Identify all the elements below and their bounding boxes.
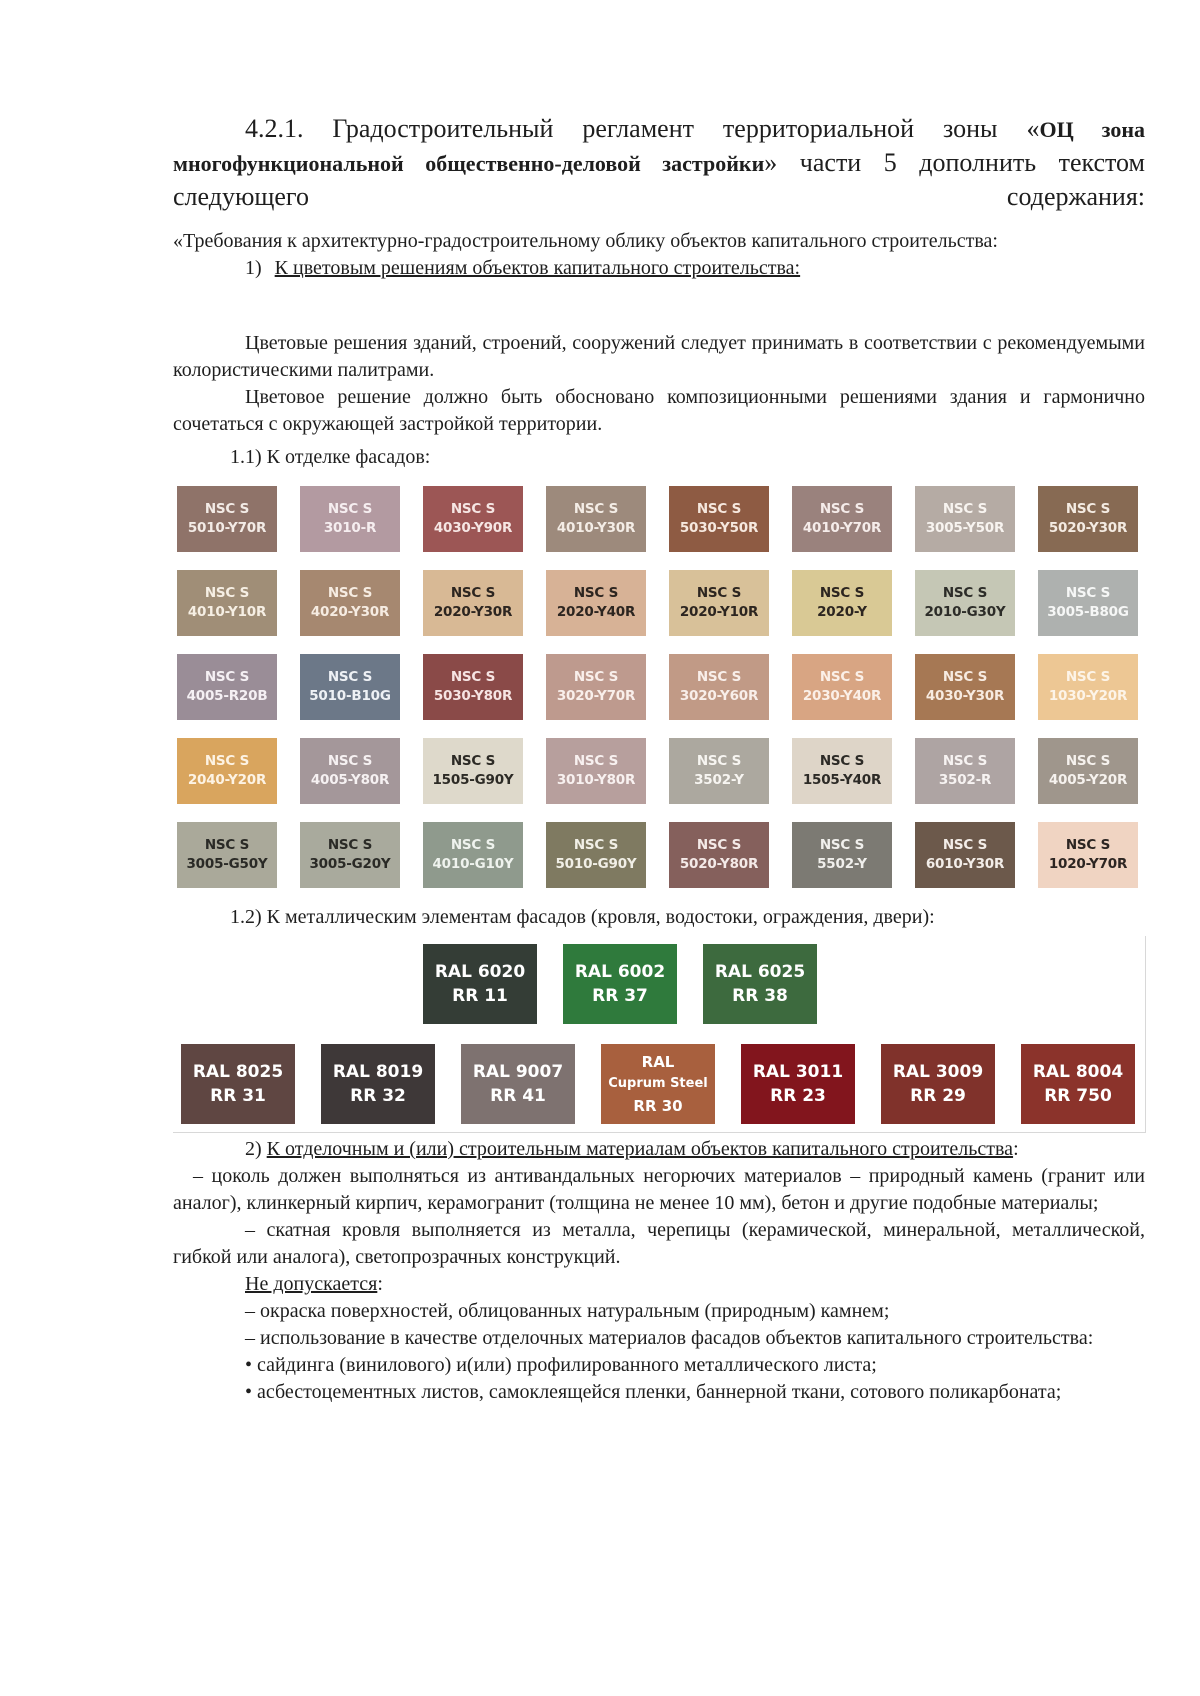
swatch-code-label: 2020-Y30R xyxy=(433,604,513,620)
requirements-block xyxy=(173,228,1145,282)
ral-tile-label: RAL xyxy=(641,1053,675,1071)
swatch-code-label: 4010-G10Y xyxy=(432,856,514,872)
nsc-swatch xyxy=(177,738,277,804)
ral-tile xyxy=(423,944,537,1024)
swatch-code-label: 3005-G20Y xyxy=(309,856,391,872)
swatch-code-label: 2020-Y xyxy=(817,604,867,620)
color-paragraphs xyxy=(173,330,1145,471)
item-1-2-heading: 1.2) К металлическим элементам фасадов (кровля, водостоки, ограждения, двери): xyxy=(230,906,935,928)
item-2-heading: 2) К отделочным и (или) строительным материалам объектов капитального строительства: xyxy=(245,1138,1019,1160)
nsc-swatch xyxy=(423,654,523,720)
swatch-code-label: 4005-Y20R xyxy=(1048,772,1128,788)
swatch-code-label: 3005-B80G xyxy=(1047,604,1129,620)
swatch-code-label: 4010-Y10R xyxy=(187,604,267,620)
swatch-system-label: NSC S xyxy=(696,585,742,601)
swatch-system-label: NSC S xyxy=(1065,669,1111,685)
nsc-swatch xyxy=(1038,570,1138,636)
swatch-code-label: 4005-R20B xyxy=(186,688,268,704)
swatch-code-label: 2040-Y20R xyxy=(187,772,267,788)
swatch-code-label: 2020-Y40R xyxy=(556,604,636,620)
nsc-swatch xyxy=(423,570,523,636)
swatch-system-label: NSC S xyxy=(696,837,742,853)
nsc-swatch xyxy=(792,738,892,804)
forbidden-item-painting: – окраска поверхностей, облицованных натуральным (природным) камнем; xyxy=(245,1300,890,1322)
swatch-system-label: NSC S xyxy=(327,837,373,853)
ral-tile-label: RR 30 xyxy=(633,1097,683,1115)
swatch-code-label: 3005-Y50R xyxy=(925,520,1005,536)
item-1-heading: 1) К цветовым решениям объектов капитального строительства: xyxy=(245,257,801,279)
swatch-code-label: 3502-R xyxy=(938,772,992,788)
swatch-system-label: NSC S xyxy=(204,669,250,685)
swatch-system-label: NSC S xyxy=(450,501,496,517)
swatch-system-label: NSC S xyxy=(327,585,373,601)
swatch-code-label: 3502-Y xyxy=(694,772,744,788)
swatch-system-label: NSC S xyxy=(1065,753,1111,769)
swatch-code-label: 5010-G90Y xyxy=(555,856,637,872)
swatch-code-label: 5020-Y80R xyxy=(679,856,759,872)
swatch-system-label: NSC S xyxy=(696,669,742,685)
swatch-system-label: NSC S xyxy=(942,669,988,685)
swatch-system-label: NSC S xyxy=(204,837,250,853)
swatch-system-label: NSC S xyxy=(573,585,619,601)
swatch-system-label: NSC S xyxy=(942,501,988,517)
nsc-swatch xyxy=(915,654,1015,720)
nsc-swatch xyxy=(792,654,892,720)
sub-bullet-asbestos: • асбестоцементных листов, самоклеящейся пленки, баннерной ткани, сотового поликарбоната; xyxy=(245,1381,1062,1403)
swatch-system-label: NSC S xyxy=(696,753,742,769)
ral-tile-label: RR 23 xyxy=(770,1086,826,1106)
ral-tile-label: RR 38 xyxy=(732,986,788,1006)
swatch-code-label: 1030-Y20R xyxy=(1048,688,1128,704)
ral-tile xyxy=(321,1044,435,1124)
sub-bullet-siding: • сайдинга (винилового) и(или) профилированного металлического листа; xyxy=(245,1354,877,1376)
nsc-swatch xyxy=(1038,654,1138,720)
swatch-code-label: 4020-Y30R xyxy=(310,604,390,620)
ral-tile xyxy=(741,1044,855,1124)
swatch-system-label: NSC S xyxy=(819,585,865,601)
nsc-swatch xyxy=(792,570,892,636)
ral-tile xyxy=(461,1044,575,1124)
ral-tile-label: RR 750 xyxy=(1044,1086,1112,1106)
item-1-1-heading: 1.1) К отделке фасадов: xyxy=(230,446,431,468)
ral-tile-label: RAL 9007 xyxy=(472,1062,564,1082)
nsc-swatch xyxy=(669,654,769,720)
swatch-code-label: 6010-Y30R xyxy=(925,856,1005,872)
ral-tile xyxy=(881,1044,995,1124)
nsc-swatch xyxy=(300,570,400,636)
nsc-swatch xyxy=(423,486,523,552)
ral-tile-label: RAL 8004 xyxy=(1032,1062,1124,1082)
item-1-2-block xyxy=(173,904,1145,931)
ral-tile-label: RR 31 xyxy=(210,1086,266,1106)
swatch-system-label: NSC S xyxy=(204,501,250,517)
nsc-swatch xyxy=(1038,486,1138,552)
requirements-title: «Требования к архитектурно-градостроительному облику объектов капитального строительства: xyxy=(173,230,998,252)
swatch-system-label: NSC S xyxy=(327,669,373,685)
nsc-swatch xyxy=(300,486,400,552)
item-2-block xyxy=(173,1136,1145,1406)
nsc-swatch xyxy=(300,738,400,804)
swatch-system-label: NSC S xyxy=(450,753,496,769)
ral-tile-label: RAL 6002 xyxy=(574,962,666,982)
swatch-system-label: NSC S xyxy=(942,837,988,853)
ral-tile-label: RAL 8019 xyxy=(332,1062,424,1082)
nsc-swatch xyxy=(1038,822,1138,888)
nsc-swatch xyxy=(300,822,400,888)
swatch-system-label: NSC S xyxy=(1065,585,1111,601)
nsc-swatch xyxy=(669,570,769,636)
forbidden-item-materials: – использование в качестве отделочных материалов фасадов объектов капитального строительства: xyxy=(245,1327,1094,1349)
swatch-code-label: 3010-Y80R xyxy=(556,772,636,788)
swatch-code-label: 5030-Y80R xyxy=(433,688,513,704)
ral-tile-label: RR 11 xyxy=(452,986,508,1006)
ral-tile-label: RAL 6020 xyxy=(434,962,526,982)
allowed-item-roof: – скатная кровля выполняется из металла, черепицы (керамической, минеральной, металлической, гибкой или аналога), светопрозрачных конструкций. xyxy=(173,1219,1145,1268)
nsc-swatch xyxy=(915,738,1015,804)
swatch-code-label: 3020-Y70R xyxy=(556,688,636,704)
ral-tile-label: RAL 3009 xyxy=(892,1062,984,1082)
item-1-title: К цветовым решениям объектов капитального строительства: xyxy=(274,257,801,279)
swatch-system-label: NSC S xyxy=(942,753,988,769)
swatch-system-label: NSC S xyxy=(1065,837,1111,853)
allowed-item-plinth: – цоколь должен выполняться из антивандальных негорючих материалов – природный камень (гранит или аналог), клинкерный кирпич, керамогранит (толщина не менее 10 мм), бетон и другие подобные материалы; xyxy=(173,1165,1145,1214)
paragraph-composition: Цветовое решение должно быть обосновано композиционными решениями здания и гармонично сочетаться с окружающей застройкой территории. xyxy=(173,386,1145,435)
swatch-code-label: 5030-Y50R xyxy=(679,520,759,536)
swatch-system-label: NSC S xyxy=(1065,501,1111,517)
swatch-code-label: 3020-Y60R xyxy=(679,688,759,704)
ral-tile-label: RAL 3011 xyxy=(752,1062,844,1082)
ral-tile xyxy=(563,944,677,1024)
swatch-system-label: NSC S xyxy=(819,753,865,769)
ral-tile-label: RR 29 xyxy=(910,1086,966,1106)
paragraph-palettes: Цветовые решения зданий, строений, сооружений следует принимать в соответствии с рекомендуемыми колористическими палитрами. xyxy=(173,332,1145,381)
swatch-system-label: NSC S xyxy=(450,585,496,601)
swatch-system-label: NSC S xyxy=(942,585,988,601)
not-allowed-heading: Не допускается: xyxy=(245,1273,383,1295)
swatch-code-label: 3005-G50Y xyxy=(186,856,268,872)
swatch-code-label: 5020-Y30R xyxy=(1048,520,1128,536)
swatch-code-label: 1020-Y70R xyxy=(1048,856,1128,872)
swatch-code-label: 4010-Y30R xyxy=(556,520,636,536)
nsc-swatch xyxy=(546,654,646,720)
swatch-code-label: 2020-Y10R xyxy=(679,604,759,620)
swatch-code-label: 2030-Y40R xyxy=(802,688,882,704)
ral-tile-label: RR 41 xyxy=(490,1086,546,1106)
swatch-system-label: NSC S xyxy=(819,837,865,853)
swatch-code-label: 4005-Y80R xyxy=(310,772,390,788)
swatch-code-label: 2010-G30Y xyxy=(924,604,1006,620)
swatch-system-label: NSC S xyxy=(327,753,373,769)
nsc-swatch xyxy=(177,486,277,552)
swatch-code-label: 5502-Y xyxy=(817,856,867,872)
swatch-system-label: NSC S xyxy=(204,585,250,601)
nsc-swatch xyxy=(792,822,892,888)
nsc-swatch xyxy=(915,570,1015,636)
nsc-swatch xyxy=(546,486,646,552)
swatch-system-label: NSC S xyxy=(696,501,742,517)
ral-tile-label: RR 37 xyxy=(592,986,648,1006)
nsc-swatch xyxy=(669,822,769,888)
ral-tile-label: Cuprum Steel xyxy=(608,1076,708,1091)
swatch-system-label: NSC S xyxy=(573,669,619,685)
swatch-code-label: 5010-B10G xyxy=(309,688,391,704)
nsc-swatch xyxy=(546,570,646,636)
nsc-swatch xyxy=(546,822,646,888)
swatch-system-label: NSC S xyxy=(573,501,619,517)
nsc-swatch xyxy=(423,822,523,888)
not-allowed-title: Не допускается xyxy=(245,1273,378,1295)
ral-tile xyxy=(703,944,817,1024)
swatch-system-label: NSC S xyxy=(327,501,373,517)
swatch-system-label: NSC S xyxy=(573,837,619,853)
ral-tile-label: RAL 6025 xyxy=(714,962,806,982)
swatch-code-label: 4030-Y90R xyxy=(433,520,513,536)
nsc-swatch xyxy=(177,822,277,888)
nsc-swatch xyxy=(669,486,769,552)
swatch-system-label: NSC S xyxy=(819,501,865,517)
nsc-palette-grid xyxy=(177,486,1138,888)
ral-tile-label: RAL 8025 xyxy=(192,1062,284,1082)
swatch-code-label: 5010-Y70R xyxy=(187,520,267,536)
swatch-code-label: 1505-Y40R xyxy=(802,772,882,788)
nsc-swatch xyxy=(300,654,400,720)
document-heading-block xyxy=(173,112,1145,213)
ral-tile xyxy=(601,1044,715,1124)
regulation-heading: 4.2.1. Градостроительный регламент территориальной зоны «ОЦ зона многофункциональной общественно-деловой застройки» части 5 дополнить текстом следующего содержания: xyxy=(173,114,1145,211)
nsc-swatch xyxy=(1038,738,1138,804)
swatch-system-label: NSC S xyxy=(204,753,250,769)
swatch-code-label: 4030-Y30R xyxy=(925,688,1005,704)
swatch-code-label: 1505-G90Y xyxy=(432,772,514,788)
nsc-swatch xyxy=(177,654,277,720)
ral-tile xyxy=(1021,1044,1135,1124)
nsc-swatch xyxy=(915,486,1015,552)
ral-tile xyxy=(181,1044,295,1124)
swatch-system-label: NSC S xyxy=(819,669,865,685)
zone-name: ОЦ зона многофункциональной общественно-деловой застройки xyxy=(173,117,1145,176)
nsc-swatch xyxy=(915,822,1015,888)
swatch-code-label: 3010-R xyxy=(323,520,377,536)
ral-palette xyxy=(173,936,1146,1133)
nsc-swatch xyxy=(546,738,646,804)
ral-tile-label: RR 32 xyxy=(350,1086,406,1106)
item-2-title: К отделочным и (или) строительным материалам объектов капитального строительства xyxy=(266,1138,1014,1160)
swatch-system-label: NSC S xyxy=(450,837,496,853)
nsc-swatch xyxy=(792,486,892,552)
swatch-system-label: NSC S xyxy=(573,753,619,769)
nsc-swatch xyxy=(423,738,523,804)
swatch-system-label: NSC S xyxy=(450,669,496,685)
nsc-swatch xyxy=(177,570,277,636)
nsc-swatch xyxy=(669,738,769,804)
swatch-code-label: 4010-Y70R xyxy=(802,520,882,536)
